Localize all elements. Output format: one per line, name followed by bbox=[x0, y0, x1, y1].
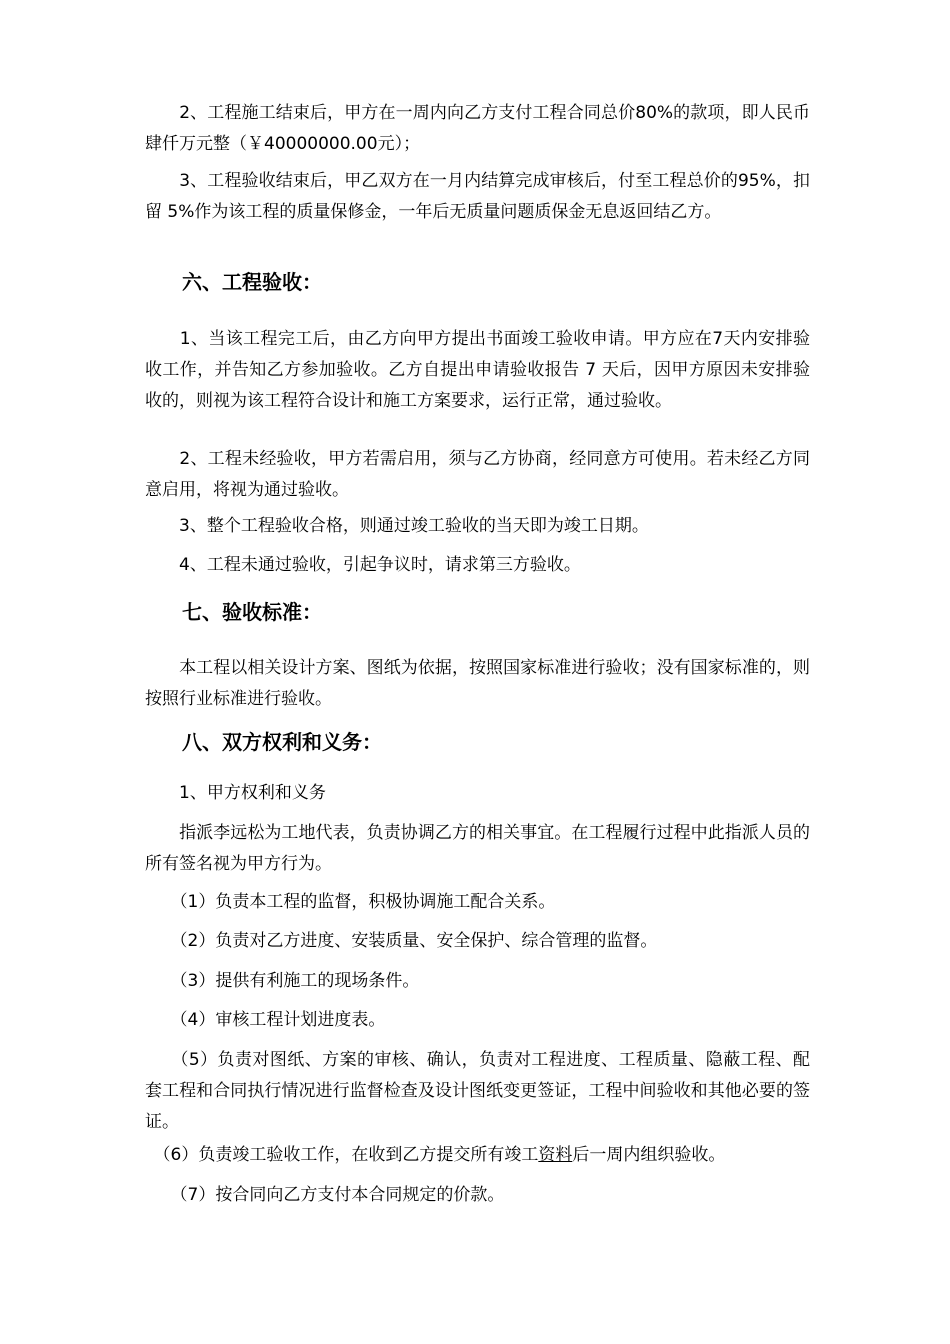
section-heading-acceptance: 六、工程验收： bbox=[182, 270, 322, 294]
acceptance-clause-4: 4、工程未通过验收，引起争议时，请求第三方验收。 bbox=[145, 555, 581, 575]
payment-clause-3: 3、工程验收结束后，甲乙双方在一月内结算完成审核后，付至工程总价的95%，扣留 5%作为该工程的质量保修金，一年后无质量问题质保金无息返回结乙方。 bbox=[145, 171, 810, 222]
duty-item-1: （1）负责本工程的监督，积极协调施工配合关系。 bbox=[145, 892, 556, 912]
duty-item-2: （2）负责对乙方进度、安装质量、安全保护、综合管理的监督。 bbox=[145, 931, 658, 951]
acceptance-clause-2: 2、工程未经验收，甲方若需启用，须与乙方协商，经同意方可使用。若未经乙方同意启用，将视为通过验收。 bbox=[145, 449, 810, 500]
party-a-rights-title: 1、甲方权利和义务 bbox=[145, 783, 326, 803]
section-heading-rights: 八、双方权利和义务： bbox=[182, 730, 382, 754]
duty-item-3: （3）提供有利施工的现场条件。 bbox=[145, 971, 420, 991]
duty-item-6-text-b: 后一周内组织验收。 bbox=[572, 1145, 726, 1165]
payment-clause-2: 2、工程施工结束后，甲方在一周内向乙方支付工程合同总价80%的款项，即人民币肆仟万元整（￥40000000.00元）； bbox=[145, 103, 810, 154]
duty-item-7: （7）按合同向乙方支付本合同规定的价款。 bbox=[145, 1185, 505, 1205]
duty-item-5: （5）负责对图纸、方案的审核、确认，负责对工程进度、工程质量、隐蔽工程、配套工程和合同执行情况进行监督检查及设计图纸变更签证，工程中间验收和其他必要的签证。 bbox=[145, 1050, 810, 1132]
duty-item-6-text-a: （6）负责竣工验收工作，在收到乙方提交所有竣工 bbox=[145, 1145, 539, 1165]
party-a-representative: 指派李远松为工地代表，负责协调乙方的相关事宜。在工程履行过程中此指派人员的所有签名视为甲方行为。 bbox=[145, 823, 810, 874]
documents-underlined-term: 资料 bbox=[538, 1145, 573, 1165]
duty-item-6 bbox=[145, 1140, 810, 1171]
standards-paragraph: 本工程以相关设计方案、图纸为依据，按照国家标准进行验收；没有国家标准的，则按照行业标准进行验收。 bbox=[145, 658, 810, 709]
acceptance-clause-1: 1、当该工程完工后，由乙方向甲方提出书面竣工验收申请。甲方应在7天内安排验收工作，并告知乙方参加验收。乙方自提出申请验收报告 7 天后，因甲方原因未安排验收的，则视为该工程符合设计和施工方案要求，运行正常，通过验收。 bbox=[145, 329, 810, 411]
duty-item-4: （4）审核工程计划进度表。 bbox=[145, 1010, 386, 1030]
section-heading-standards: 七、验收标准： bbox=[182, 600, 322, 624]
acceptance-clause-3: 3、整个工程验收合格，则通过竣工验收的当天即为竣工日期。 bbox=[145, 516, 649, 536]
